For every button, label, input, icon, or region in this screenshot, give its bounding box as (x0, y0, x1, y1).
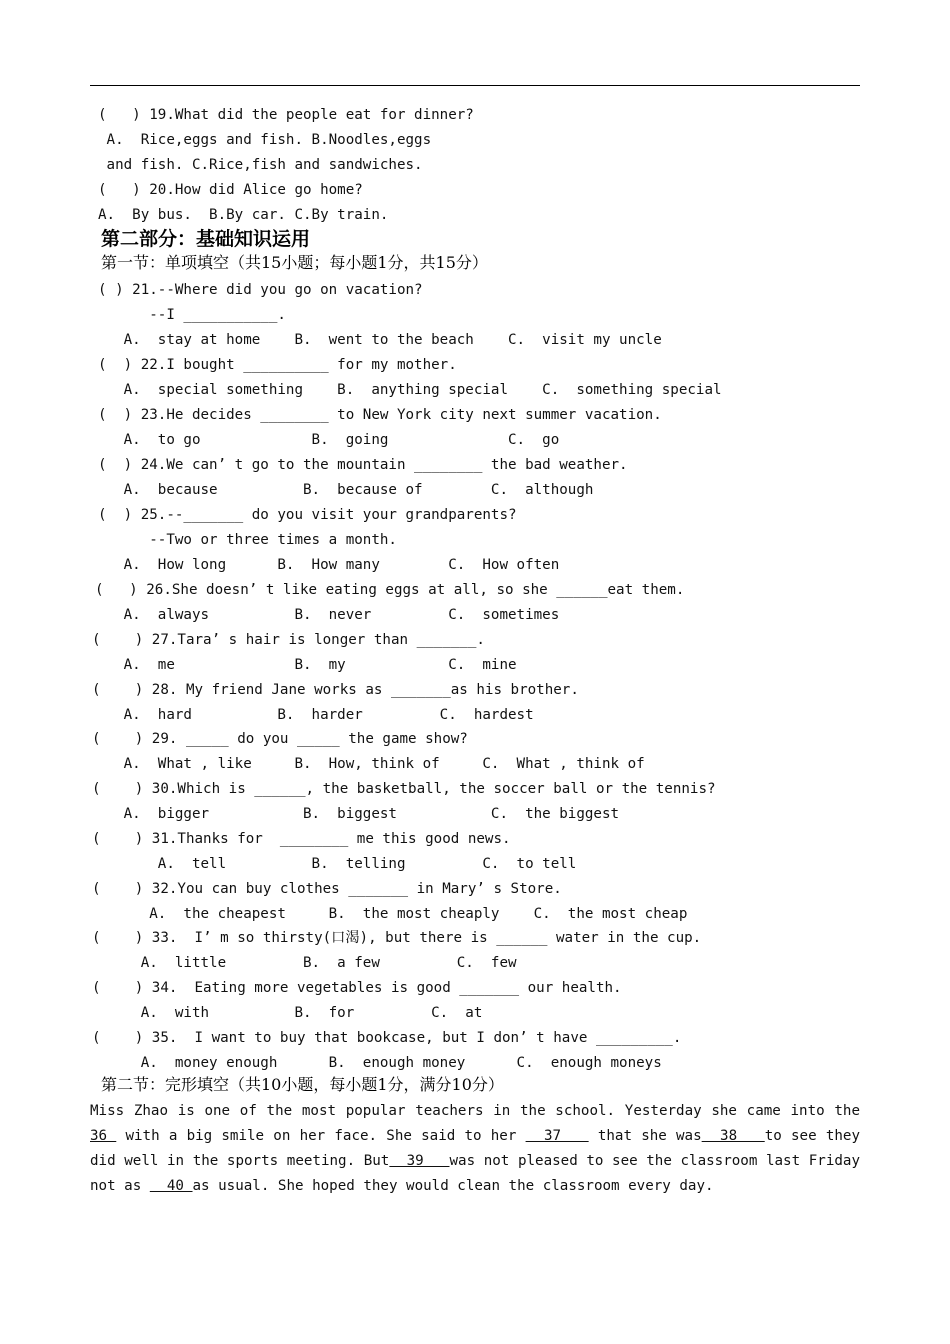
question-20-options: A. By bus. B.By car. C.By train. (98, 207, 389, 223)
question-19-options-line2: and fish. C.Rice,fish and sandwiches. (98, 157, 423, 173)
passage-text-6: as usual. She hoped they would clean the classroom every day. (192, 1178, 714, 1194)
question-25-answer-line: --Two or three times a month. (98, 532, 397, 548)
section-1-heading: 第一节：单项填空（共15小题；每小题1分，共15分） (101, 253, 488, 272)
question-30-stem: ( ) 30.Which is ______, the basketball, the soccer ball or the tennis? (92, 781, 716, 797)
question-21-stem: ( ) 21.--Where did you go on vacation? (98, 282, 423, 298)
question-30-options: A. bigger B. biggest C. the biggest (98, 806, 620, 822)
blank-38: 38 (701, 1128, 765, 1144)
question-32-options: A. the cheapest B. the most cheaply C. the most cheap (98, 906, 688, 922)
question-34-stem: ( ) 34. Eating more vegetables is good _______ our health. (92, 980, 622, 996)
question-26-options: A. always B. never C. sometimes (98, 607, 560, 623)
top-divider (90, 85, 860, 86)
blank-36: 36 (90, 1128, 117, 1144)
question-32-stem: ( ) 32.You can buy clothes _______ in Mary’ s Store. (92, 881, 562, 897)
question-25-options: A. How long B. How many C. How often (98, 557, 560, 573)
passage-text-1: Miss Zhao is one of the most popular teachers in the school. Yesterday she came into the (90, 1103, 860, 1119)
part-2-title: 第二部分：基础知识运用 (101, 228, 311, 250)
question-29-options: A. What , like B. How, think of C. What , think of (98, 756, 645, 772)
question-20-stem: ( ) 20.How did Alice go home? (98, 182, 363, 198)
question-27-stem: ( ) 27.Tara’ s hair is longer than _______. (92, 632, 485, 648)
question-27-options: A. me B. my C. mine (98, 657, 517, 673)
passage-text-2: with a big smile on her face. She said to her (116, 1128, 526, 1144)
question-21-answer-line: --I ___________. (98, 307, 286, 323)
passage-text-4: to see they did well in the sports meeting. But (90, 1128, 860, 1169)
question-28-options: A. hard B. harder C. hardest (98, 707, 534, 723)
question-19-stem: ( ) 19.What did the people eat for dinner? (98, 107, 474, 123)
passage-text-5: was not pleased to see the classroom last Friday not as (90, 1153, 861, 1194)
question-21-options: A. stay at home B. went to the beach C. visit my uncle (98, 332, 662, 348)
question-31-options: A. tell B. telling C. to tell (98, 856, 577, 872)
question-33-stem: ( ) 33. I’ m so thirsty(口渴), but there is ______ water in the cup. (92, 930, 702, 946)
question-35-options: A. money enough B. enough money C. enough moneys (98, 1055, 662, 1071)
question-25-stem: ( ) 25.--_______ do you visit your grandparents? (98, 507, 517, 523)
cloze-passage (90, 1099, 860, 1199)
question-34-options: A. with B. for C. at (98, 1005, 483, 1021)
question-28-stem: ( ) 28. My friend Jane works as _______as his brother. (92, 682, 579, 698)
blank-37: 37 (525, 1128, 589, 1144)
question-23-stem: ( ) 23.He decides ________ to New York city next summer vacation. (98, 407, 662, 423)
question-29-stem: ( ) 29. _____ do you _____ the game show? (92, 731, 468, 747)
blank-40: 40 (149, 1178, 193, 1194)
passage-text-3: that she was (588, 1128, 702, 1144)
question-35-stem: ( ) 35. I want to buy that bookcase, but I don’ t have _________. (92, 1030, 682, 1046)
question-22-options: A. special something B. anything special C. something special (98, 382, 722, 398)
question-24-options: A. because B. because of C. although (98, 482, 594, 498)
question-22-stem: ( ) 22.I bought __________ for my mother. (98, 357, 457, 373)
question-24-stem: ( ) 24.We can’ t go to the mountain ________ the bad weather. (98, 457, 628, 473)
question-26-stem: ( ) 26.She doesn’ t like eating eggs at all, so she ______eat them. (95, 582, 685, 598)
section-2-heading: 第二节：完形填空（共10小题，每小题1分，满分10分） (101, 1075, 504, 1094)
blank-39: 39 (389, 1153, 450, 1169)
question-33-options: A. little B. a few C. few (98, 955, 517, 971)
question-31-stem: ( ) 31.Thanks for ________ me this good news. (92, 831, 511, 847)
question-19-options-line1: A. Rice,eggs and fish. B.Noodles,eggs (98, 132, 432, 148)
question-23-options: A. to go B. going C. go (98, 432, 560, 448)
